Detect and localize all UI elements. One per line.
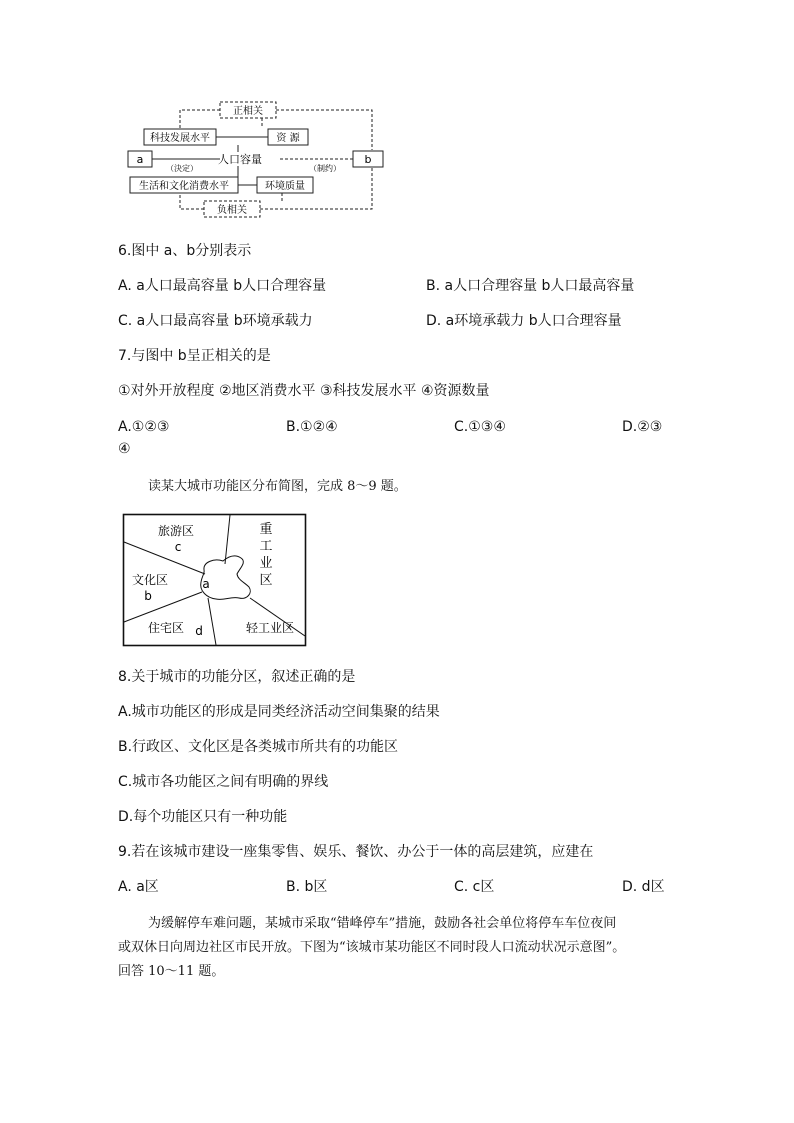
a-label: a (136, 153, 144, 166)
residential-label: 住宅区 (147, 621, 185, 635)
env-label: 环境质量 (265, 181, 305, 192)
q7-items: ①对外开放程度 ②地区消费水平 ③科技发展水平 ④资源数量 (118, 383, 490, 399)
tourism-label: 旅游区 (157, 524, 195, 538)
positive-label: 正相关 (233, 106, 263, 117)
negative-label: 负相关 (217, 205, 247, 216)
q6-option-b: B. a人口合理容量 b人口最高容量 (426, 278, 635, 294)
q8-stem: 8.关于城市的功能分区，叙述正确的是 (118, 669, 356, 685)
q7-option-a: A.①②③ (118, 419, 170, 435)
heavy-industry-label-3: 业 (259, 556, 273, 571)
heavy-industry-label-4: 区 (259, 573, 273, 588)
intro-10-11-line2: 或双休日向周边社区市民开放。下图为“该城市某功能区不同时段人口流动状况示意图”。 (118, 940, 626, 955)
zone-a-label: a (202, 577, 210, 591)
q7-option-b: B.①②④ (286, 419, 338, 435)
culture-label: 文化区 (131, 573, 169, 587)
q8-option-d: D.每个功能区只有一种功能 (118, 809, 288, 825)
b-label: b (364, 153, 372, 166)
q6-option-d: D. a环境承载力 b人口合理容量 (426, 313, 622, 329)
zone-c-label: c (174, 540, 182, 554)
tech-label: 科技发展水平 (150, 133, 210, 144)
heavy-industry-label-1: 重 (259, 522, 273, 537)
q7-option-d: D.②③ (622, 419, 663, 435)
intro-10-11-line3: 回答 10～11 题。 (118, 964, 225, 979)
zone-d-label: d (195, 624, 203, 638)
living-label: 生活和文化消费水平 (139, 181, 229, 192)
q8-option-b: B.行政区、文化区是各类城市所共有的功能区 (118, 739, 399, 755)
resources-label: 资 源 (276, 133, 300, 144)
q6-option-a: A. a人口最高容量 b人口合理容量 (118, 278, 327, 294)
light-industry-label: 轻工业区 (245, 621, 295, 635)
capacity-label: 人口容量 (218, 153, 262, 166)
q9-option-a: A. a区 (118, 879, 159, 895)
q6-stem: 6.图中 a、b分别表示 (118, 243, 252, 259)
q8-option-a: A.城市功能区的形成是同类经济活动空间集聚的结果 (118, 704, 440, 720)
q6-option-c: C. a人口最高容量 b环境承载力 (118, 313, 313, 329)
intro-8-9: 读某大城市功能区分布简图，完成 8～9 题。 (148, 479, 407, 494)
q9-option-b: B. b区 (286, 879, 328, 895)
restrict-label: （制约） (309, 164, 341, 173)
heavy-industry-label-2: 工 (259, 539, 273, 554)
determine-label: （決定） (166, 164, 198, 173)
intro-10-11-line1: 为缓解停车难问题，某城市采取“错峰停车”措施，鼓励各社会单位将停车车位夜间 (148, 916, 617, 931)
q7-option-d-wrap: ④ (118, 441, 131, 457)
zone-b-label: b (144, 589, 152, 603)
q7-option-c: C.①③④ (454, 419, 506, 435)
population-capacity-diagram (120, 100, 400, 222)
q9-stem: 9.若在该城市建设一座集零售、娱乐、餐饮、办公于一体的高层建筑，应建在 (118, 844, 594, 860)
q7-stem: 7.与图中 b呈正相关的是 (118, 348, 271, 364)
q8-option-c: C.城市各功能区之间有明确的界线 (118, 774, 329, 790)
q9-option-d: D. d区 (622, 879, 665, 895)
q9-option-c: C. c区 (454, 879, 495, 895)
city-zone-map (120, 512, 310, 648)
